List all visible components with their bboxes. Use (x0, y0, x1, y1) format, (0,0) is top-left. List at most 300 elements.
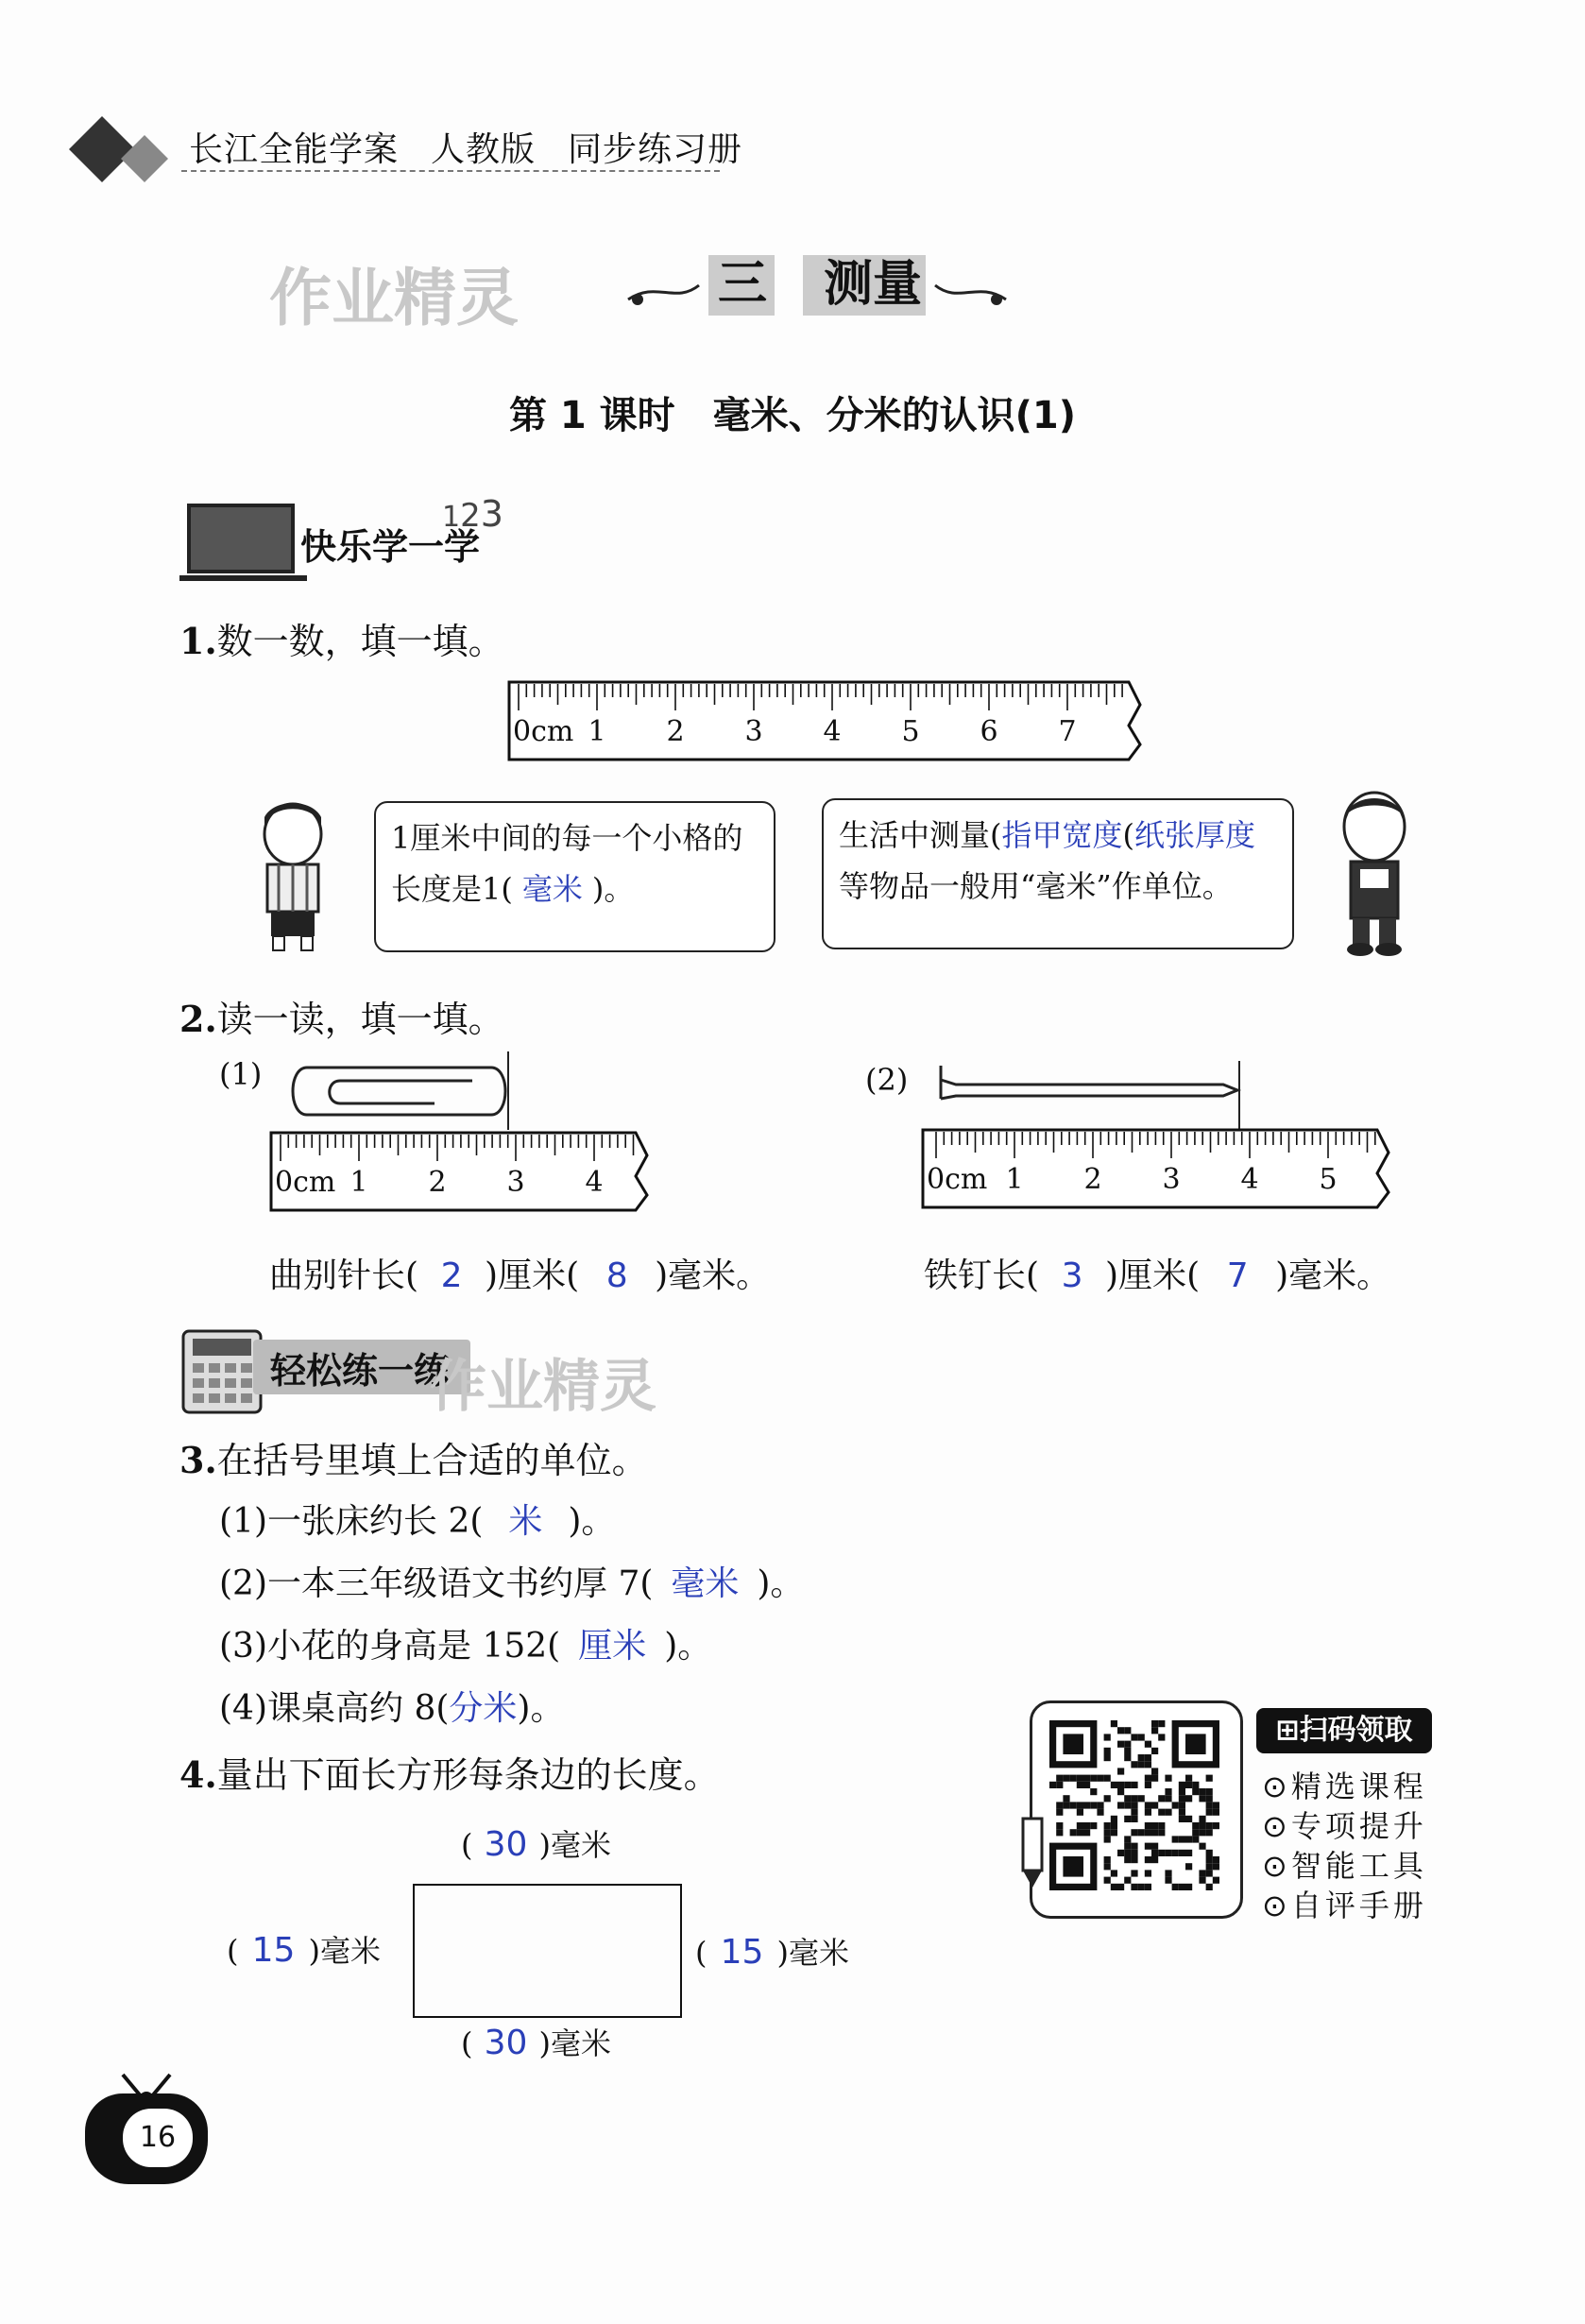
qr-module (1117, 1782, 1124, 1788)
qr-module (1145, 1775, 1151, 1782)
qr-module (1151, 1775, 1158, 1782)
qr-module (1192, 1822, 1199, 1829)
bubble-right-prefix: 生活中测量( (839, 817, 1002, 853)
qr-module (1138, 1734, 1145, 1740)
qr-module (1185, 1850, 1192, 1856)
qr-module (1124, 1856, 1131, 1863)
qr-module (1206, 1788, 1213, 1795)
q4-top-answer: 30 (484, 1825, 528, 1864)
qr-module (1090, 1775, 1097, 1782)
qr-module (1206, 1775, 1213, 1782)
qr-module (1199, 1877, 1205, 1884)
q2-part1-cm-answer: 2 (440, 1256, 463, 1295)
qr-module (1145, 1843, 1151, 1850)
section-happy-learn-title: 快乐学一学 (300, 526, 481, 568)
q2-part1-mm-answer: 8 (605, 1256, 628, 1295)
check-circle-icon: ⊙ (1262, 1769, 1291, 1804)
q2-part2-ruler (921, 1126, 1398, 1211)
qr-module (1151, 1748, 1158, 1754)
q2-part1-sentence (269, 1249, 770, 1297)
q3-item-4 (219, 1682, 564, 1730)
q1-prompt (179, 612, 504, 664)
qr-module (1077, 1775, 1083, 1782)
qr-module (1063, 1775, 1069, 1782)
pencil-icon (1015, 1814, 1049, 1889)
qr-module (1145, 1741, 1151, 1748)
qr-module (1131, 1829, 1137, 1836)
ruler1-label: 0cm (513, 715, 574, 748)
q3-item-1-suffix: )。 (568, 1502, 616, 1541)
q3-item-2-prefix: (2)一本三年级语文书约厚 7( (219, 1564, 654, 1603)
qr-module (1185, 1816, 1192, 1822)
qr-module (1151, 1850, 1158, 1856)
qr-module (1151, 1856, 1158, 1863)
qr-module (1131, 1870, 1137, 1876)
q1-number: 1. (179, 620, 217, 662)
qr-module (1104, 1836, 1111, 1842)
qr-module (1199, 1843, 1205, 1850)
qr-module (1131, 1761, 1137, 1768)
q3-item-4-suffix: )。 (517, 1689, 565, 1728)
blackboard-icon (179, 501, 307, 586)
qr-module (1131, 1856, 1137, 1863)
qr-module (1179, 1809, 1185, 1816)
qr-module (1151, 1822, 1158, 1829)
qr-module (1111, 1720, 1117, 1727)
qr-module (1077, 1829, 1083, 1836)
ruler3-label: 5 (1319, 1163, 1338, 1196)
q3-item-2-answer: 毫米 (671, 1564, 740, 1603)
qr-module (1124, 1754, 1131, 1761)
qr-module (1145, 1884, 1151, 1890)
qr-module (1145, 1754, 1151, 1761)
qr-module (1124, 1877, 1131, 1884)
q3-item-1 (219, 1495, 615, 1543)
check-circle-icon: ⊙ (1262, 1848, 1291, 1884)
qr-module (1083, 1782, 1090, 1788)
qr-module (1097, 1809, 1103, 1816)
qr-module (1179, 1782, 1185, 1788)
qr-module (1185, 1836, 1192, 1842)
q2-part2-mm-answer: 7 (1226, 1256, 1249, 1295)
qr-module (1104, 1863, 1111, 1870)
qr-title (1256, 1708, 1432, 1753)
page-number: 16 (123, 2109, 193, 2167)
section-practice-title: 轻松练一练 (270, 1350, 451, 1392)
qr-module (1145, 1802, 1151, 1808)
qr-module (1158, 1829, 1165, 1836)
qr-module (1083, 1775, 1090, 1782)
q3-item-1-answer: 米 (508, 1502, 543, 1541)
qr-module (1049, 1782, 1056, 1788)
qr-item-4[interactable] (1262, 1886, 1427, 1925)
qr-module (1131, 1802, 1137, 1808)
bubble-right-mid: ( (1122, 817, 1134, 853)
qr-module (1063, 1795, 1069, 1802)
q4-right-label: ( 15 )毫米 (695, 1933, 849, 1972)
qr-module (1056, 1822, 1063, 1829)
qr-module (1199, 1788, 1205, 1795)
ruler2-label: 4 (585, 1166, 604, 1199)
q2-part2-mid: )厘米( (1105, 1256, 1201, 1295)
qr-module (1192, 1782, 1199, 1788)
qr-module (1206, 1863, 1213, 1870)
qr-item-3-text: 智能工具 (1290, 1848, 1427, 1884)
unit-number: 三 (718, 256, 768, 313)
qr-module (1206, 1802, 1213, 1808)
qr-module (1138, 1829, 1145, 1836)
qr-module (1165, 1775, 1171, 1782)
qr-module (1172, 1850, 1179, 1856)
q4-bottom-answer: 30 (484, 2024, 528, 2062)
qr-module (1124, 1850, 1131, 1856)
qr-module (1117, 1884, 1124, 1890)
qr-module (1117, 1741, 1124, 1748)
q3-item-4-answer: 分米 (449, 1689, 518, 1728)
qr-module (1077, 1809, 1083, 1816)
qr-module (1138, 1754, 1145, 1761)
qr-module (1151, 1843, 1158, 1850)
q1-bubble-right (822, 798, 1294, 949)
qr-module (1063, 1802, 1069, 1808)
q2-number: 2. (179, 998, 217, 1040)
qr-item-4-text: 自评手册 (1290, 1888, 1427, 1923)
q4-number: 4. (179, 1753, 217, 1796)
qr-module (1056, 1809, 1063, 1816)
qr-module (1185, 1884, 1192, 1890)
qr-module (1165, 1877, 1171, 1884)
qr-module (1206, 1884, 1213, 1890)
q3-item-3 (219, 1619, 711, 1667)
ruler1-label: 4 (823, 715, 842, 748)
qr-module (1104, 1829, 1111, 1836)
qr-module (1070, 1802, 1077, 1808)
qr-module (1117, 1788, 1124, 1795)
girl-illustration (1322, 784, 1426, 964)
qr-module (1179, 1850, 1185, 1856)
qr-module (1056, 1782, 1063, 1788)
q1-bubble-left (374, 801, 775, 952)
qr-module (1145, 1809, 1151, 1816)
qr-module (1124, 1816, 1131, 1822)
qr-module (1199, 1822, 1205, 1829)
qr-module (1124, 1748, 1131, 1754)
header-edition: 人教版 (431, 130, 537, 169)
qr-module (1124, 1795, 1131, 1802)
qr-module (1117, 1768, 1124, 1774)
qr-module (1206, 1870, 1213, 1876)
qr-module (1104, 1822, 1111, 1829)
qr-item-1-text: 精选课程 (1290, 1769, 1427, 1804)
qr-menu (1262, 1767, 1427, 1925)
qr-module (1083, 1802, 1090, 1808)
qr-module (1131, 1809, 1137, 1816)
qr-module (1111, 1829, 1117, 1836)
qr-module (1145, 1782, 1151, 1788)
qr-module (1179, 1836, 1185, 1842)
qr-module (1151, 1720, 1158, 1727)
qr-module (1138, 1761, 1145, 1768)
qr-module (1056, 1802, 1063, 1808)
qr-item-2[interactable] (1262, 1806, 1427, 1846)
q2-part2-cm-answer: 3 (1061, 1256, 1083, 1295)
header-divider (181, 170, 720, 172)
qr-module (1199, 1795, 1205, 1802)
qr-module (1158, 1850, 1165, 1856)
qr-module (1151, 1829, 1158, 1836)
qr-module (1165, 1809, 1171, 1816)
q4-prompt (179, 1746, 720, 1798)
qr-module (1104, 1856, 1111, 1863)
q4-rectangle (413, 1884, 682, 2018)
q3-item-3-answer: 厘米 (578, 1627, 647, 1666)
ruler3-label: 0cm (927, 1163, 988, 1196)
qr-module (1117, 1850, 1124, 1856)
qr-module (1145, 1761, 1151, 1768)
q4-bottom-unit: 毫米 (550, 2025, 611, 2061)
qr-module (1104, 1748, 1111, 1754)
qr-module (1179, 1884, 1185, 1890)
qr-module (1131, 1782, 1137, 1788)
qr-module (1145, 1822, 1151, 1829)
qr-module (1117, 1727, 1124, 1734)
qr-module (1145, 1856, 1151, 1863)
qr-module (1199, 1870, 1205, 1876)
q4-right-unit: 毫米 (788, 1935, 849, 1971)
qr-module (1172, 1802, 1179, 1808)
header-series: 长江全能学案 (189, 130, 400, 169)
qr-module (1172, 1884, 1179, 1890)
unit-name: 测量 (824, 256, 923, 313)
qr-module (1138, 1795, 1145, 1802)
ruler1-label: 6 (980, 715, 998, 748)
qr-module (1131, 1734, 1137, 1740)
bubble-left-line2 (391, 863, 758, 914)
qr-module (1090, 1788, 1097, 1795)
watermark-middle: 作业精灵 (430, 1354, 656, 1420)
qr-module (1158, 1795, 1165, 1802)
ruler3-label: 1 (1005, 1163, 1024, 1196)
q4-right-answer: 15 (720, 1933, 764, 1972)
boy-illustration (241, 798, 345, 954)
qr-module (1213, 1863, 1219, 1870)
decor-123: 123 (442, 493, 503, 535)
ruler2-label: 0cm (275, 1166, 336, 1199)
ruler1-label: 1 (588, 715, 606, 748)
qr-module (1056, 1829, 1063, 1836)
qr-module (1206, 1822, 1213, 1829)
q1-text: 数一数，填一填。 (216, 621, 504, 662)
ruler2-label: 3 (506, 1166, 525, 1199)
qr-module (1185, 1782, 1192, 1788)
qr-item-3[interactable] (1262, 1846, 1427, 1886)
qr-module (1151, 1768, 1158, 1774)
qr-module (1124, 1741, 1131, 1748)
qr-module (1111, 1816, 1117, 1822)
bubble-left-suffix: )。 (591, 871, 635, 907)
qr-module (1165, 1850, 1171, 1856)
q2-text: 读一读，填一填。 (216, 999, 504, 1040)
qr-module (1090, 1822, 1097, 1829)
qr-module (1124, 1836, 1131, 1842)
ruler3-label: 3 (1162, 1163, 1181, 1196)
q3-item-4-prefix: (4)课桌高约 8( (219, 1689, 450, 1728)
q4-left-label: ( 15 )毫米 (227, 1931, 381, 1970)
bubble-right-line2: 等物品一般用“毫米”作单位。 (839, 868, 1233, 904)
q3-item-2 (219, 1557, 804, 1605)
qr-module (1104, 1775, 1111, 1782)
qr-module (1158, 1734, 1165, 1740)
q2-part2-suffix: )毫米。 (1275, 1256, 1391, 1295)
qr-module (1111, 1884, 1117, 1890)
q2-part2-prefix: 铁钉长( (924, 1256, 1040, 1295)
qr-module (1165, 1870, 1171, 1876)
bubble-right-answer1: 指甲宽度 (1001, 817, 1123, 853)
header-title (189, 123, 775, 171)
qr-module (1185, 1863, 1192, 1870)
qr-module (1213, 1809, 1219, 1816)
q4-top-label: ( 30 )毫米 (461, 1825, 611, 1864)
qr-module (1131, 1795, 1137, 1802)
qr-code-panel[interactable] (1030, 1700, 1243, 1919)
header-diamond-logo (64, 111, 178, 187)
qr-module (1158, 1720, 1165, 1727)
qr-module (1131, 1816, 1137, 1822)
qr-module (1111, 1822, 1117, 1829)
qr-module (1179, 1788, 1185, 1795)
qr-module (1172, 1836, 1179, 1842)
watermark-top: 作业精灵 (269, 262, 519, 334)
header-book: 同步练习册 (568, 130, 743, 169)
qr-module (1206, 1850, 1213, 1856)
bubble-right-answer2: 纸张厚度 (1134, 817, 1256, 853)
q2-part1-prefix: 曲别针长( (269, 1256, 419, 1295)
unit-title (718, 244, 922, 315)
ruler2-label: 2 (428, 1166, 447, 1199)
qr-module (1117, 1802, 1124, 1808)
bubble-left-prefix: 长度是1( (391, 871, 513, 907)
qr-module (1083, 1829, 1090, 1836)
check-circle-icon: ⊙ (1262, 1808, 1291, 1844)
ruler2-label: 1 (349, 1166, 368, 1199)
qr-module (1151, 1727, 1158, 1734)
qr-module (1131, 1843, 1137, 1850)
qr-module (1213, 1822, 1219, 1829)
qr-module (1158, 1809, 1165, 1816)
q3-item-3-prefix: (3)小花的身高是 152( (219, 1627, 561, 1666)
bubble-left-answer: 毫米 (521, 871, 583, 907)
q1-ruler (507, 678, 1150, 763)
qr-module (1124, 1782, 1131, 1788)
qr-code[interactable] (1049, 1720, 1219, 1890)
qr-module (1185, 1775, 1192, 1782)
qr-module (1179, 1802, 1185, 1808)
q2-part1-suffix: )毫米。 (655, 1256, 771, 1295)
ruler1-label: 3 (744, 715, 763, 748)
qr-item-1[interactable] (1262, 1767, 1427, 1806)
qr-module (1138, 1884, 1145, 1890)
qr-module (1165, 1795, 1171, 1802)
qr-module (1070, 1829, 1077, 1836)
qr-module (1056, 1775, 1063, 1782)
q2-part1-mid: )厘米( (485, 1256, 580, 1295)
q4-text: 量出下面长方形每条边的长度。 (216, 1754, 720, 1796)
q3-text: 在括号里填上合适的单位。 (216, 1440, 648, 1481)
qr-module (1192, 1829, 1199, 1836)
qr-module (1206, 1809, 1213, 1816)
q3-item-3-suffix: )。 (664, 1627, 712, 1666)
bubble-left-line1: 1厘米中间的每一个小格的 (391, 820, 743, 856)
qr-title-text: 扫码领取 (1299, 1714, 1413, 1747)
qr-module (1104, 1877, 1111, 1884)
ruler3-label: 2 (1083, 1163, 1102, 1196)
qr-module (1090, 1802, 1097, 1808)
qr-module (1124, 1843, 1131, 1850)
q2-part1-ruler (269, 1129, 656, 1214)
q4-bottom-label: ( 30 )毫米 (461, 2024, 611, 2062)
qr-module (1199, 1816, 1205, 1822)
qr-item-2-text: 专项提升 (1290, 1808, 1427, 1844)
qr-module (1213, 1802, 1219, 1808)
qr-module (1070, 1775, 1077, 1782)
ruler1-label: 7 (1058, 715, 1077, 748)
q2-prompt (179, 990, 504, 1042)
ruler1-label: 2 (666, 715, 685, 748)
q3-prompt (179, 1431, 648, 1483)
qr-module (1104, 1754, 1111, 1761)
q3-item-2-suffix: )。 (757, 1564, 805, 1603)
qr-module (1077, 1822, 1083, 1829)
ruler1-label: 5 (901, 715, 920, 748)
q4-top-unit: 毫米 (550, 1827, 611, 1863)
qr-module (1213, 1856, 1219, 1863)
qr-module (1206, 1856, 1213, 1863)
qr-module (1077, 1802, 1083, 1808)
qr-module (1145, 1829, 1151, 1836)
qr-module (1083, 1822, 1090, 1829)
qr-module (1104, 1795, 1111, 1802)
qr-module (1206, 1829, 1213, 1836)
nail-illustration (935, 1056, 1256, 1132)
q3-item-1-prefix: (1)一张床约长 2( (219, 1502, 484, 1541)
q4-left-unit: 毫米 (319, 1933, 381, 1969)
ruler3-label: 4 (1240, 1163, 1259, 1196)
qr-module (1077, 1782, 1083, 1788)
q3-number: 3. (179, 1439, 217, 1481)
qr-module (1097, 1802, 1103, 1808)
qr-icon: ⊞ (1275, 1714, 1300, 1747)
qr-module (1158, 1822, 1165, 1829)
qr-module (1111, 1782, 1117, 1788)
qr-module (1151, 1802, 1158, 1808)
check-circle-icon: ⊙ (1262, 1888, 1291, 1923)
qr-module (1213, 1877, 1219, 1884)
q2-part1-label: (1) (219, 1056, 263, 1092)
lesson-title: 第 1 课时 毫米、分米的认识(1) (508, 394, 1077, 437)
paper-clip-illustration (283, 1047, 520, 1132)
qr-module (1097, 1775, 1103, 1782)
qr-module (1192, 1788, 1199, 1795)
q4-left-answer: 15 (251, 1931, 296, 1970)
qr-module (1199, 1829, 1205, 1836)
qr-module (1131, 1884, 1137, 1890)
qr-module (1111, 1870, 1117, 1876)
qr-module (1145, 1870, 1151, 1876)
qr-module (1124, 1802, 1131, 1808)
q2-part2-sentence (924, 1249, 1390, 1297)
qr-module (1165, 1788, 1171, 1795)
q2-part2-label: (2) (865, 1062, 909, 1098)
